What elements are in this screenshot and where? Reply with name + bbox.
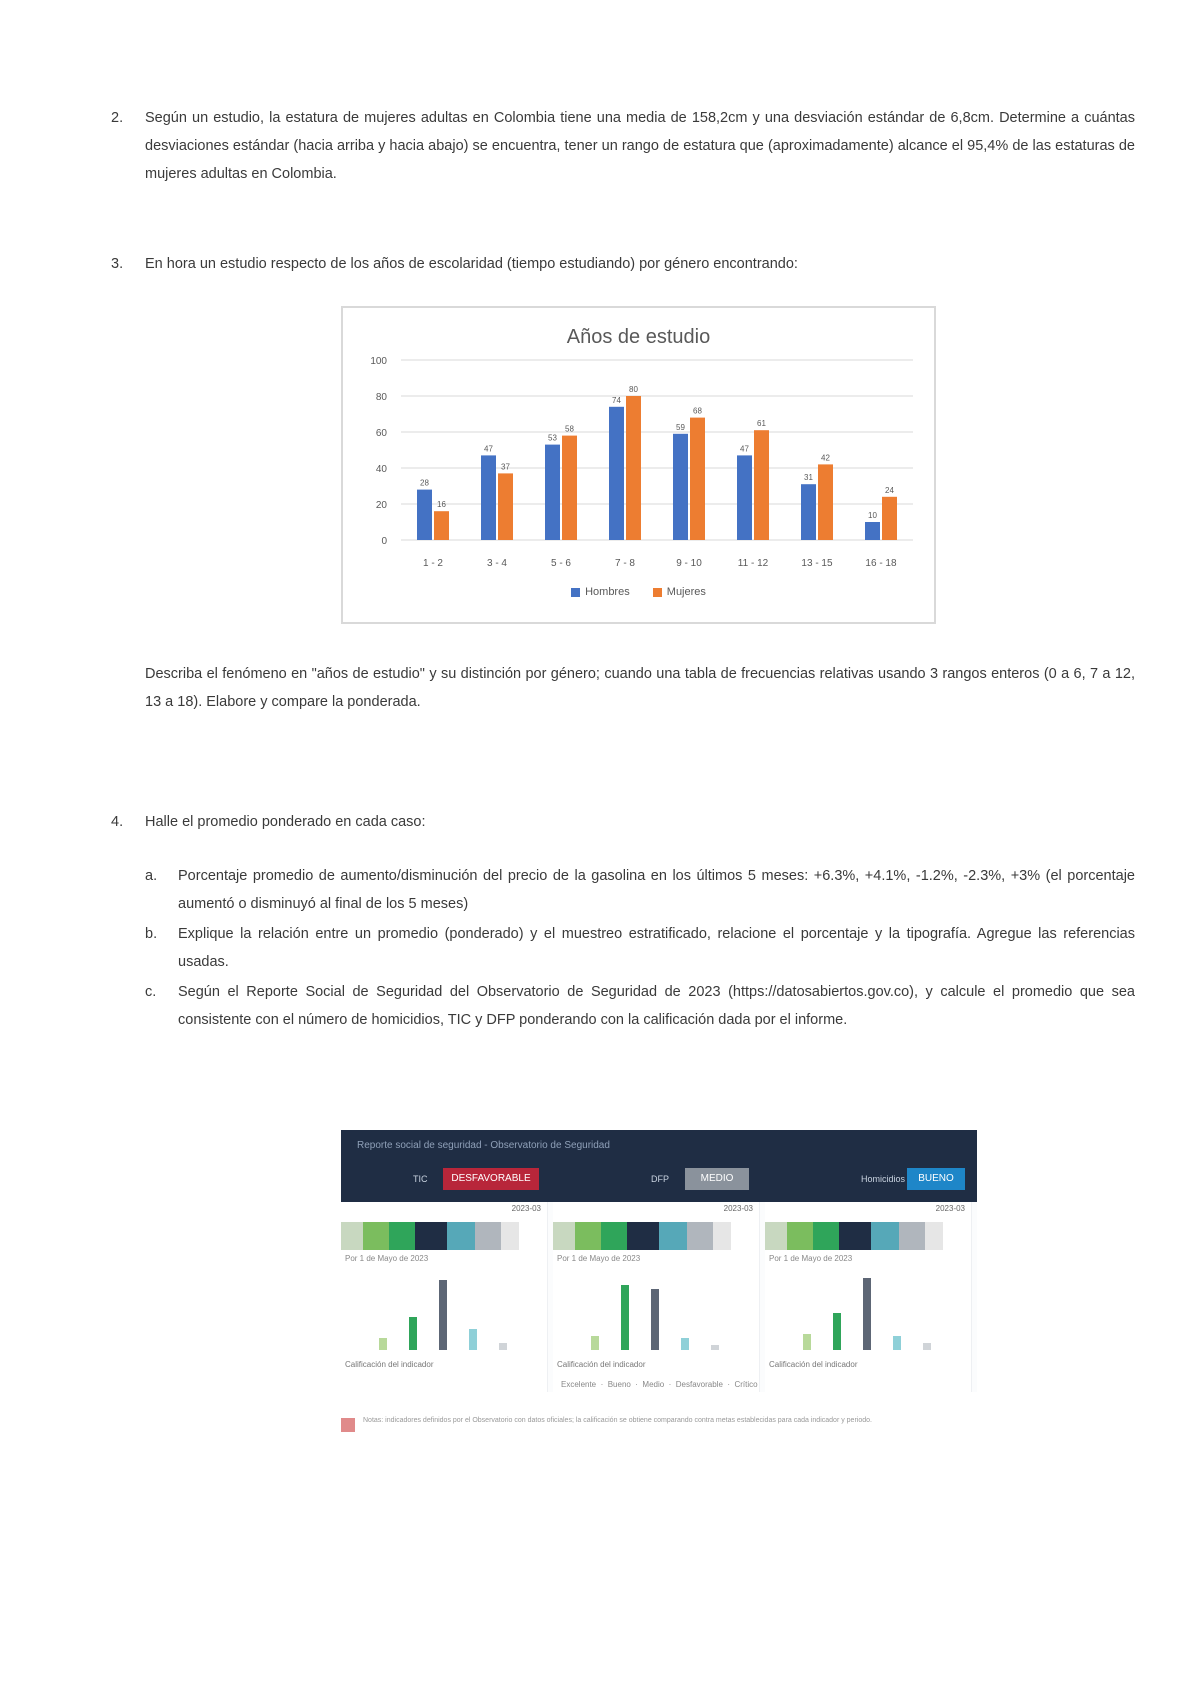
bar-hombres bbox=[865, 522, 880, 540]
data-label: 47 bbox=[740, 444, 749, 454]
data-label: 31 bbox=[804, 473, 813, 483]
segment-block bbox=[363, 1222, 389, 1250]
legend-item: Medio bbox=[642, 1380, 665, 1389]
mini-bar bbox=[409, 1317, 417, 1350]
x-tick-label: 16 - 18 bbox=[865, 558, 897, 569]
item-4-text: Halle el promedio ponderado en cada caso: bbox=[145, 814, 426, 830]
legend-label: Hombres bbox=[585, 586, 630, 598]
legend-item: Desfavorable bbox=[675, 1380, 723, 1389]
dashboard-panel bbox=[341, 1202, 548, 1392]
segment-block bbox=[925, 1222, 943, 1250]
data-label: 53 bbox=[548, 433, 557, 443]
legend-swatch bbox=[571, 588, 580, 597]
panel-date: 2023-03 bbox=[935, 1204, 965, 1213]
mini-bar bbox=[379, 1338, 387, 1350]
segment-block bbox=[813, 1222, 839, 1250]
segment-block bbox=[839, 1222, 871, 1250]
segment-block bbox=[475, 1222, 501, 1250]
subitem-letter: c. bbox=[145, 984, 157, 1000]
bar-mujeres bbox=[690, 418, 705, 540]
segment-block bbox=[501, 1222, 519, 1250]
panel-footer: Calificación del indicador bbox=[557, 1360, 646, 1369]
mini-bar-chart bbox=[583, 1268, 733, 1350]
mini-bar bbox=[681, 1338, 689, 1350]
bar-mujeres bbox=[626, 396, 641, 540]
chart-plot bbox=[343, 344, 934, 614]
mini-bar bbox=[923, 1343, 931, 1350]
x-tick-label: 13 - 15 bbox=[801, 558, 833, 569]
mini-bar bbox=[469, 1329, 477, 1350]
item-number: 3. bbox=[111, 256, 124, 272]
bar-hombres bbox=[737, 455, 752, 540]
panel-caption: Por 1 de Mayo de 2023 bbox=[557, 1254, 641, 1263]
segment-block bbox=[575, 1222, 601, 1250]
y-tick-label: 20 bbox=[375, 500, 387, 511]
data-label: 68 bbox=[693, 406, 702, 416]
subitem-b-text: Explique la relación entre un promedio (ponderado) y el muestreo estratificado, relacione el porcentaje y la tipografía. Agregue las referencias usadas. bbox=[178, 926, 1135, 970]
x-tick-label: 11 - 12 bbox=[737, 558, 769, 569]
y-tick-label: 100 bbox=[370, 356, 387, 367]
mini-bar bbox=[893, 1336, 901, 1350]
segment-block bbox=[341, 1222, 363, 1250]
bar-mujeres bbox=[754, 430, 769, 540]
chart-title: Años de estudio bbox=[566, 326, 711, 348]
segment-block bbox=[787, 1222, 813, 1250]
chart-legend bbox=[343, 586, 934, 598]
mini-bar bbox=[499, 1343, 507, 1350]
segment-block bbox=[899, 1222, 925, 1250]
data-label: 16 bbox=[437, 500, 446, 510]
chip-label: DFP bbox=[651, 1174, 669, 1184]
subitem-letter: b. bbox=[145, 926, 158, 942]
dashboard-header bbox=[341, 1130, 977, 1202]
y-tick-label: 60 bbox=[375, 428, 387, 439]
status-chip-homicidios: BUENO bbox=[907, 1168, 965, 1190]
y-tick-label: 0 bbox=[381, 536, 387, 547]
x-tick-label: 5 - 6 bbox=[550, 558, 572, 569]
legend-label: Mujeres bbox=[666, 586, 706, 598]
chip-label: TIC bbox=[413, 1174, 428, 1184]
segment-block bbox=[553, 1222, 575, 1250]
dashboard-panel bbox=[553, 1202, 760, 1392]
dashboard-note bbox=[341, 1416, 936, 1440]
panel-footer: Calificación del indicador bbox=[345, 1360, 434, 1369]
mini-bar bbox=[863, 1278, 871, 1350]
item-number: 2. bbox=[111, 110, 124, 126]
panel-footer: Calificación del indicador bbox=[769, 1360, 858, 1369]
segment-block bbox=[687, 1222, 713, 1250]
mini-bar bbox=[439, 1280, 447, 1350]
y-tick-label: 40 bbox=[375, 464, 387, 475]
segment-block bbox=[765, 1222, 787, 1250]
y-tick-label: 80 bbox=[375, 392, 387, 403]
segment-row bbox=[553, 1222, 743, 1250]
legend-item: Excelente bbox=[561, 1380, 597, 1389]
panel-date: 2023-03 bbox=[511, 1204, 541, 1213]
mini-bar bbox=[621, 1285, 629, 1350]
dashboard-panel bbox=[765, 1202, 972, 1392]
warning-icon bbox=[341, 1418, 355, 1432]
subitem-letter: a. bbox=[145, 868, 158, 884]
segment-block bbox=[601, 1222, 627, 1250]
legend-swatch bbox=[653, 588, 662, 597]
status-chip-dfp: MEDIO bbox=[685, 1168, 749, 1190]
dashboard-image bbox=[341, 1130, 977, 1392]
segment-block bbox=[713, 1222, 731, 1250]
note-text: Notas: indicadores definidos por el Observatorio con datos oficiales; la calificación se obtiene comparando contra metas establecidas para cada indicador y periodo. bbox=[363, 1417, 872, 1424]
panel-caption: Por 1 de Mayo de 2023 bbox=[769, 1254, 853, 1263]
bar-hombres bbox=[673, 434, 688, 540]
x-tick-label: 1 - 2 bbox=[422, 558, 444, 569]
bar-hombres bbox=[801, 484, 816, 540]
mini-bar bbox=[651, 1289, 659, 1350]
bar-mujeres bbox=[498, 473, 513, 540]
segment-block bbox=[659, 1222, 687, 1250]
bar-hombres bbox=[609, 407, 624, 540]
segment-row bbox=[765, 1222, 955, 1250]
item-number: 4. bbox=[111, 814, 124, 830]
segment-block bbox=[627, 1222, 659, 1250]
data-label: 74 bbox=[612, 395, 621, 405]
data-label: 59 bbox=[676, 422, 685, 432]
x-tick-label: 9 - 10 bbox=[676, 558, 702, 569]
segment-row bbox=[341, 1222, 531, 1250]
data-label: 80 bbox=[629, 385, 638, 394]
data-label: 10 bbox=[868, 511, 877, 520]
mini-bar bbox=[803, 1334, 811, 1350]
bar-mujeres bbox=[882, 497, 897, 540]
segment-block bbox=[415, 1222, 447, 1250]
dashboard-legend: Excelente · Bueno · Medio · Desfavorable · Crítico bbox=[561, 1380, 758, 1389]
x-tick-label: 3 - 4 bbox=[486, 558, 508, 569]
chip-label: Homicidios bbox=[861, 1174, 906, 1184]
bar-hombres bbox=[545, 445, 560, 540]
panel-caption: Por 1 de Mayo de 2023 bbox=[345, 1254, 429, 1263]
legend-item: Bueno bbox=[607, 1380, 631, 1389]
data-label: 61 bbox=[757, 419, 766, 429]
item-3-text: En hora un estudio respecto de los años de escolaridad (tiempo estudiando) por género encontrando: bbox=[145, 256, 798, 272]
data-label: 42 bbox=[821, 453, 830, 463]
item-3-followup: Describa el fenómeno en "años de estudio" y su distinción por género; cuando una tabla de frecuencias relativas usando 3 rangos enteros (0 a 6, 7 a 12, 13 a 18). Elabore y compare la ponderada. bbox=[145, 666, 1135, 710]
legend-hombres bbox=[571, 586, 630, 598]
bar-mujeres bbox=[562, 436, 577, 540]
bar-hombres bbox=[417, 490, 432, 540]
bar-hombres bbox=[481, 455, 496, 540]
mini-bar bbox=[711, 1345, 719, 1350]
legend-mujeres bbox=[653, 586, 706, 598]
mini-bar bbox=[833, 1313, 841, 1350]
dashboard-title: Reporte social de seguridad - Observatorio de Seguridad bbox=[357, 1140, 610, 1151]
data-label: 37 bbox=[501, 462, 510, 472]
mini-bar bbox=[591, 1336, 599, 1350]
bar-mujeres bbox=[818, 464, 833, 540]
legend-item: Crítico bbox=[734, 1380, 758, 1389]
data-label: 47 bbox=[484, 444, 493, 454]
segment-block bbox=[389, 1222, 415, 1250]
mini-bar-chart bbox=[795, 1268, 945, 1350]
data-label: 28 bbox=[420, 478, 429, 488]
data-label: 24 bbox=[885, 485, 894, 495]
segment-block bbox=[871, 1222, 899, 1250]
bar-chart bbox=[341, 306, 936, 624]
x-tick-label: 7 - 8 bbox=[614, 558, 636, 569]
data-label: 58 bbox=[565, 424, 574, 434]
mini-bar-chart bbox=[371, 1268, 521, 1350]
panel-date: 2023-03 bbox=[723, 1204, 753, 1213]
subitem-a-text: Porcentaje promedio de aumento/disminución del precio de la gasolina en los últimos 5 meses: +6.3%, +4.1%, -1.2%, -2.3%, +3% (el porcentaje aumentó o disminuyó al final de los 5 meses) bbox=[178, 868, 1135, 912]
bar-mujeres bbox=[434, 511, 449, 540]
item-2-text: Según un estudio, la estatura de mujeres adultas en Colombia tiene una media de 158,2cm y una desviación estándar de 6,8cm. Determine a cuántas desviaciones estándar (hacia arriba y hacia abajo) se encuentra, tener un rango de estatura que (aproximadamente) alcance el 95,4% de las estaturas de mujeres adultas en Colombia. bbox=[145, 110, 1135, 182]
subitem-c-text: Según el Reporte Social de Seguridad del Observatorio de Seguridad de 2023 (https://datosabiertos.gov.co), y calcule el promedio que sea consistente con el número de homicidios, TIC y DFP ponderando con la calificación dada por el informe. bbox=[178, 984, 1135, 1028]
status-chip-tic: DESFAVORABLE bbox=[443, 1168, 539, 1190]
segment-block bbox=[447, 1222, 475, 1250]
